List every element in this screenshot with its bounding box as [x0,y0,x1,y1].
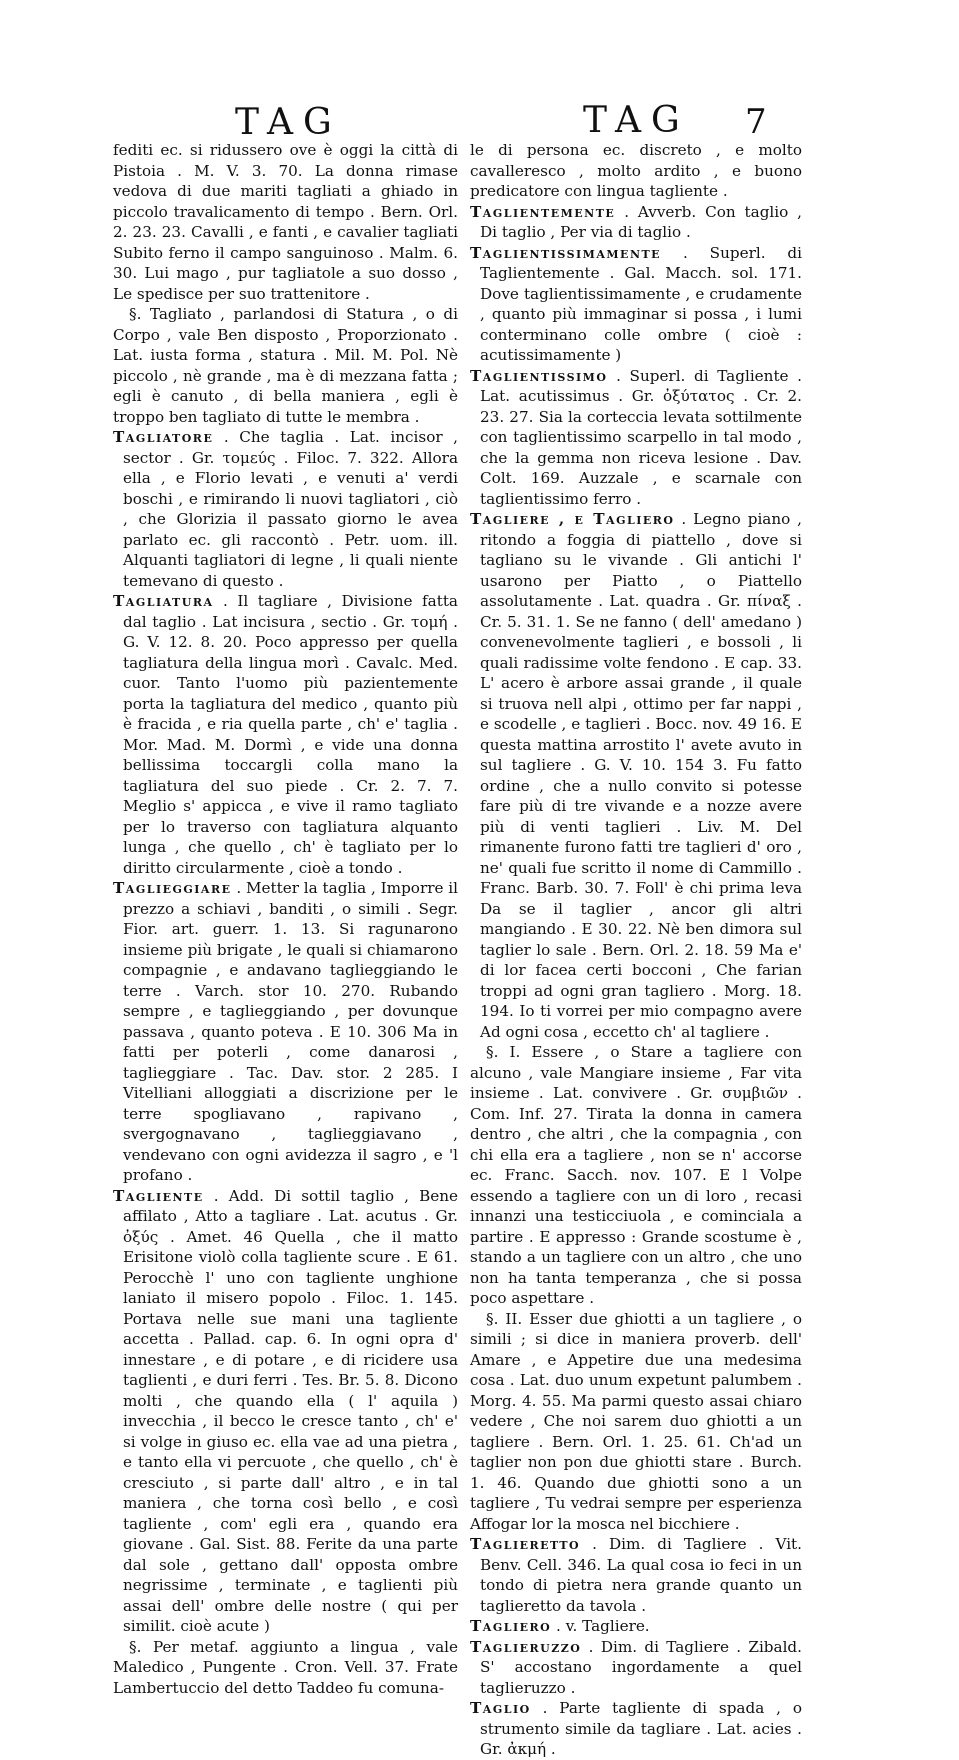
entry-headword: Taglientemente [470,202,616,221]
entry-headword: Taglientissimo [470,366,608,385]
entry-text: . v. Tagliere. [551,1617,650,1635]
dictionary-entry [470,1616,802,1637]
entry-headword: Tagliatore [113,428,214,446]
continued-text: fediti ec. si ridussero ove è oggi la città di Pistoia . M. V. 3. 70. La donna rimase vedova di due mariti tagliati a ghiado in piccolo travalicamento di tempo . Bern. Orl. 2. 23. 23. Cavalli , e fanti , e cavalier tagliati Subito ferno il campo sanguinoso . Malm. 6. 30. Lui mago , pur tagliatole a suo dosso , Le spedisce per suo trattenitore . [113,141,458,303]
entry-text: . Avverb. Con taglio , Di taglio , Per via di taglio . [480,202,802,241]
entry-text: . Dim. di Tagliere . Vit. Benv. Cell. 346. La qual cosa io feci in un tondo di pietra nera grande quanto un taglieretto da tavola . [480,1535,802,1615]
entry-text: . Parte tagliente di spada , o strumento simile da tagliare . Lat. acies . Gr. ἀκμή . [480,1699,802,1758]
entry-text: . Superl. di Taglientemente . Gal. Macch. sol. 171. Dove taglientissimamente , e crudamente , quanto più immaginar si possa , i lumi conterminano colle ombre ( cioè : acutissimamente ) [480,243,802,364]
dictionary-entry [470,509,802,1042]
dictionary-entry [113,427,458,591]
entry-headword: Taglieggiare [113,879,232,897]
dictionary-entry [470,202,802,243]
entry-headword: Tagliatura [113,592,214,610]
dictionary-entry [470,1637,802,1699]
dictionary-entry [113,591,458,878]
entry-text: . Legno piano , ritondo a foggia di piattello , dove si tagliano su le vivande . Gli antichi l' usarono per Piatto , o Piattello assolutamente . Lat. quadra . Gr. πίναξ . Cr. 5. 31. 1. Se ne fanno ( dell' amedano ) convenevolmente taglieri , e bossoli , li quali radissime volte fendono . E cap. 33. L' acero è arbore assai grande , il quale si truova nell alpi , ottimo per far nappi , e scodelle , e taglieri . Bocc. nov. 49 16. E questa mattina arrostito l' avete avuto in sul tagliere . G. V. 10. 154 3. Fu fatto ordine , che a nullo convito si potesse fare più di tre vivande e a nozze avere più di venti taglieri . Liv. M. Del rimanente furono fatti tre taglieri d' oro , ne' quali fue scritto il nome di Cammillo . Franc. Barb. 30. 7. Foll' è chi prima leva Da se il taglier , ancor gli altri mangiando . E 30. 22. Nè ben dimora sul taglier lo sale . Bern. Orl. 2. 18. 59 Ma e' di lor facea certi bocconi , Che farian troppi ad ogni gran tagliero . Morg. 18. 194. Io ti vorrei per mio compagno avere Ad ogni cosa , eccetto ch' al tagliere . [480,510,802,1041]
entry-headword: Taglientissimamente [470,243,662,262]
dictionary-entry [470,1698,802,1760]
dictionary-entry [470,1534,802,1616]
right-column [470,140,802,1760]
header-right-title: TAG [583,100,690,141]
sub-entry: §. Per metaf. aggiunto a lingua , vale Maledico , Pungente . Cron. Vell. 37. Frate Lambertuccio del detto Taddeo fu comuna- [113,1637,458,1697]
entry-text: . Superl. di Tagliente . Lat. acutissimus . Gr. ὀξύτατος . Cr. 2. 23. 27. Sia la corteccia levata sottilmente con taglientissimo scarpello in tal modo , che la gemma non riceva lesione . Dav. Colt. 169. Auzzale , e scarnale con taglientissimo ferro . [480,366,802,508]
header-left-title: TAG [235,102,342,143]
dictionary-entry [113,1186,458,1637]
entry-text: . Che taglia . Lat. incisor , sector . Gr. τομεύς . Filoc. 7. 322. Allora ella , e Florio levati , e venuti a' verdi boschi , e rimirando li nuovi tagliatori , ciò , che Glorizia il passato giorno le avea parlato ec. gli raccontò . Petr. uom. ill. Alquanti tagliatori di legne , li quali niente temevano di questo . [123,428,458,590]
left-column [113,140,458,1698]
entry-text: . Add. Di sottil taglio , Bene affilato , Atto a tagliare . Lat. acutus . Gr. ὀξύς . Amet. 46 Quella , che il matto Erisitone violò colla tagliente scure . E 61. Perocchè l' uno con tagliente unghione laniato il misero popolo . Filoc. 1. 145. Portava nelle sue mani una tagliente accetta . Pallad. cap. 6. In ogni opra d' innestare , e di potare , e di ricidere usa taglienti , e duri ferri . Tes. Br. 5. 8. Dicono molti , che quando ella ( l' aquila ) invecchia , il becco le cresce tanto , ch' e' si volge in giuso ec. ella vae ad una pietra , e tanto ella vi percuote , che quello , ch' è cresciuto , si parte dall' altro , e in tal maniera , che torna così bello , e così tagliente , com' egli era , quando era giovane . Gal. Sist. 88. Ferite da una parte dal sole , gettano dall' opposta ombre negrissime , terminate , e taglienti più assai dell' ombre delle nostre ( qui per similit. cioè acute ) [123,1186,458,1635]
entry-headword: Tagliero [470,1617,552,1635]
entry-headword: Taglio [470,1699,531,1717]
entry-text: . Dim. di Tagliere . Zibald. S' accostano ingordamente a quel taglieruzzo . [480,1637,802,1697]
dictionary-entry [470,243,802,366]
sub-entry: §. Tagliato , parlandosi di Statura , o di Corpo , vale Ben disposto , Proporzionato . Lat. iusta forma , statura . Mil. M. Pol. Nè piccolo , nè grande , ma è di mezzana fatta ; egli è canuto , di bella maniera , egli è troppo ben tagliato di tutte le membra . [113,305,458,426]
entry-headword: Tagliere , e Tagliero [470,510,675,528]
entry-text: . Metter la taglia , Imporre il prezzo a schiavi , banditi , o simili . Segr. Fior. art. guerr. 1. 13. Si ragunarono insieme più brigate , le quali si chiamarono compagnie , e andavano taglieggiando le terre . Varch. stor 10. 270. Rubando sempre , e taglieggiando , per dovunque passava , quanto poteva . E 10. 306 Ma in fatti per poterli , come danarosi , taglieggiare . Tac. Dav. stor. 2 285. I Vitelliani alloggiati a discrizione per le terre spogliavano , rapivano , svergognavano , taglieggiavano , vendevano con ogni avidezza il sagro , e 'l profano . [123,879,458,1184]
sub-entry: §. II. Esser due ghiotti a un tagliere , o simili ; si dice in maniera proverb. dell' Amare , e Appetire due una medesima cosa . Lat. duo unum expetunt palumbem . Morg. 4. 55. Ma parmi questo assai chiaro vedere , Che noi sarem duo ghiotti a un tagliere . Bern. Orl. 1. 25. 61. Ch'ad un taglier non pon due ghiotti stare . Burch. 1. 46. Quando due ghiotti sono a un tagliere , Tu vedrai sempre per esperienza Affogar lor la mosca nel bicchiere . [470,1309,802,1533]
entry-text: . Il tagliare , Divisione fatta dal taglio . Lat incisura , sectio . Gr. τομή . G. V. 12. 8. 20. Poco appresso per quella tagliatura della lingua morì . Cavalc. Med. cuor. Tanto l'uomo più pazientemente porta la tagliatura del medico , quanto più è fracida , e ria quella parte , ch' e' taglia . Mor. Mad. M. Dormì , e vide una donna bellissima toccargli colla mano la tagliatura del suo piede . Cr. 2. 7. 7. Meglio s' appicca , e vive il ramo tagliato per lo traverso con tagliatura alquanto lunga , che quello , ch' è tagliato per lo diritto circularmente , cioè a tondo . [123,592,458,877]
page-number: 7 [745,102,767,142]
sub-entry: §. I. Essere , o Stare a tagliere con alcuno , vale Mangiare insieme , Far vita insieme . Lat. convivere . Gr. συμβιῶν . Com. Inf. 27. Tirata la donna in camera dentro , che altri , che la compagnia , con chi ella era a tagliere , non se n' accorse ec. Franc. Sacch. nov. 107. E l Volpe essendo a tagliere con un di loro , recasi innanzi una testicciuola , e cominciala a partire . E appresso : Grande scostume è , stando a un tagliere con un altro , che uno non ha tanta temperanza , che si possa poco aspettare . [470,1043,802,1307]
entry-headword: Tagliente [113,1186,204,1205]
entry-headword: Taglieretto [470,1535,581,1553]
dictionary-entry [113,878,458,1186]
continued-text: le di persona ec. discreto , e molto cavalleresco , molto ardito , e buono predicatore con lingua tagliente . [470,141,802,200]
dictionary-entry [470,366,802,510]
entry-headword: Taglieruzzo [470,1637,582,1656]
